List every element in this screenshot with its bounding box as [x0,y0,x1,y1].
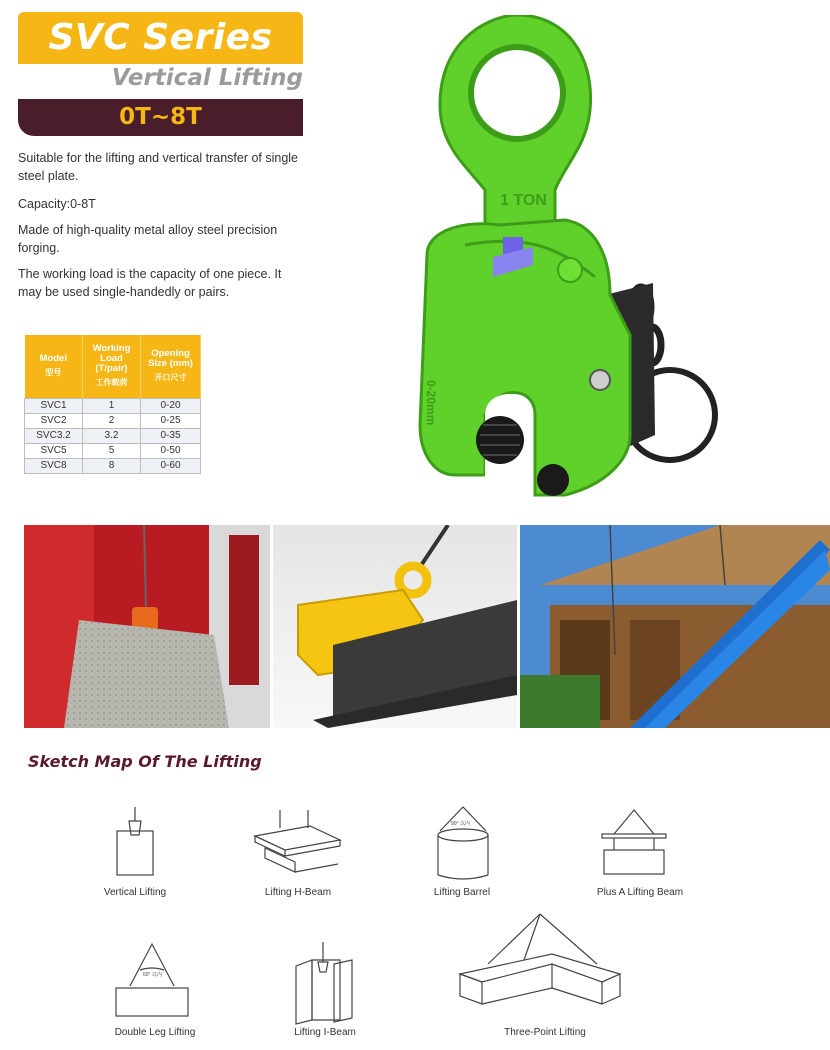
cell-load: 8 [83,458,141,473]
three-point-sketch-icon [452,912,627,1017]
sketch-label-hbeam: Lifting H-Beam [264,887,332,898]
table-row [25,398,201,413]
table-row [25,428,201,443]
sketch-map-title: Sketch Map Of The Lifting [28,752,262,771]
plate-lifting-photo [24,525,270,728]
sketch-label-double-leg: Double Leg Lifting [114,1027,196,1038]
description-usage: Suitable for the lifting and vertical transfer of single steel plate. [18,151,299,183]
spec-table-header [25,335,201,398]
capacity-range-banner: 0T~8T [18,99,303,136]
col-opening-size: Opening Size (mm) 开口尺寸 [141,335,201,398]
sketch-label-three-point: Three-Point Lifting [504,1027,586,1038]
cell-opening: 0-60 [141,458,201,473]
cell-opening: 0-20 [141,398,201,413]
cell-load: 2 [83,413,141,428]
description-working-load: The working load is the capacity of one piece. It may be used single-handedly or pairs. [18,267,282,299]
table-row [25,443,201,458]
clamp-product-image [405,15,725,505]
cell-model: SVC2 [25,413,83,428]
description-material: Made of high-quality metal alloy steel precision forging. [18,223,278,255]
sketch-label-ibeam: Lifting I-Beam [294,1027,356,1038]
product-marking-opening: 0-20mm [424,380,438,426]
cell-load: 5 [83,443,141,458]
double-leg-sketch-icon [112,940,192,1020]
lifting-beam-sketch-icon [598,806,670,878]
cell-model: SVC8 [25,458,83,473]
hbeam-lifting-photo [273,525,517,728]
spec-table [24,335,201,474]
col-working-load: Working Load (T/pair) 工作载荷 [83,335,141,398]
cell-opening: 0-35 [141,428,201,443]
cell-load: 1 [83,398,141,413]
cell-model: SVC1 [25,398,83,413]
cell-model: SVC5 [25,443,83,458]
table-row [25,413,201,428]
cell-opening: 0-25 [141,413,201,428]
series-title: SVC Series [18,12,303,64]
col-model: Model 型号 [25,335,83,398]
cell-model: SVC3.2 [25,428,83,443]
double-leg-angle-text: 60° 以内 [143,972,162,978]
description-capacity: Capacity:0-8T [18,197,96,211]
barrel-angle-text: 90° 以内 [451,821,470,827]
i-beam-sketch-icon [290,940,360,1025]
cell-opening: 0-50 [141,443,201,458]
product-subtitle: Vertical Lifting [111,65,303,91]
sketch-label-lifting-beam: Plus A Lifting Beam [596,887,684,898]
construction-photo [520,525,830,728]
sketch-label-vertical: Vertical Lifting [103,887,167,898]
table-row [25,458,201,473]
vertical-lifting-sketch-icon [105,805,165,880]
barrel-sketch-icon [428,803,498,883]
cell-load: 3.2 [83,428,141,443]
product-marking-ton: 1 TON [500,192,547,209]
sketch-label-barrel: Lifting Barrel [433,887,491,898]
h-beam-sketch-icon [250,808,345,878]
